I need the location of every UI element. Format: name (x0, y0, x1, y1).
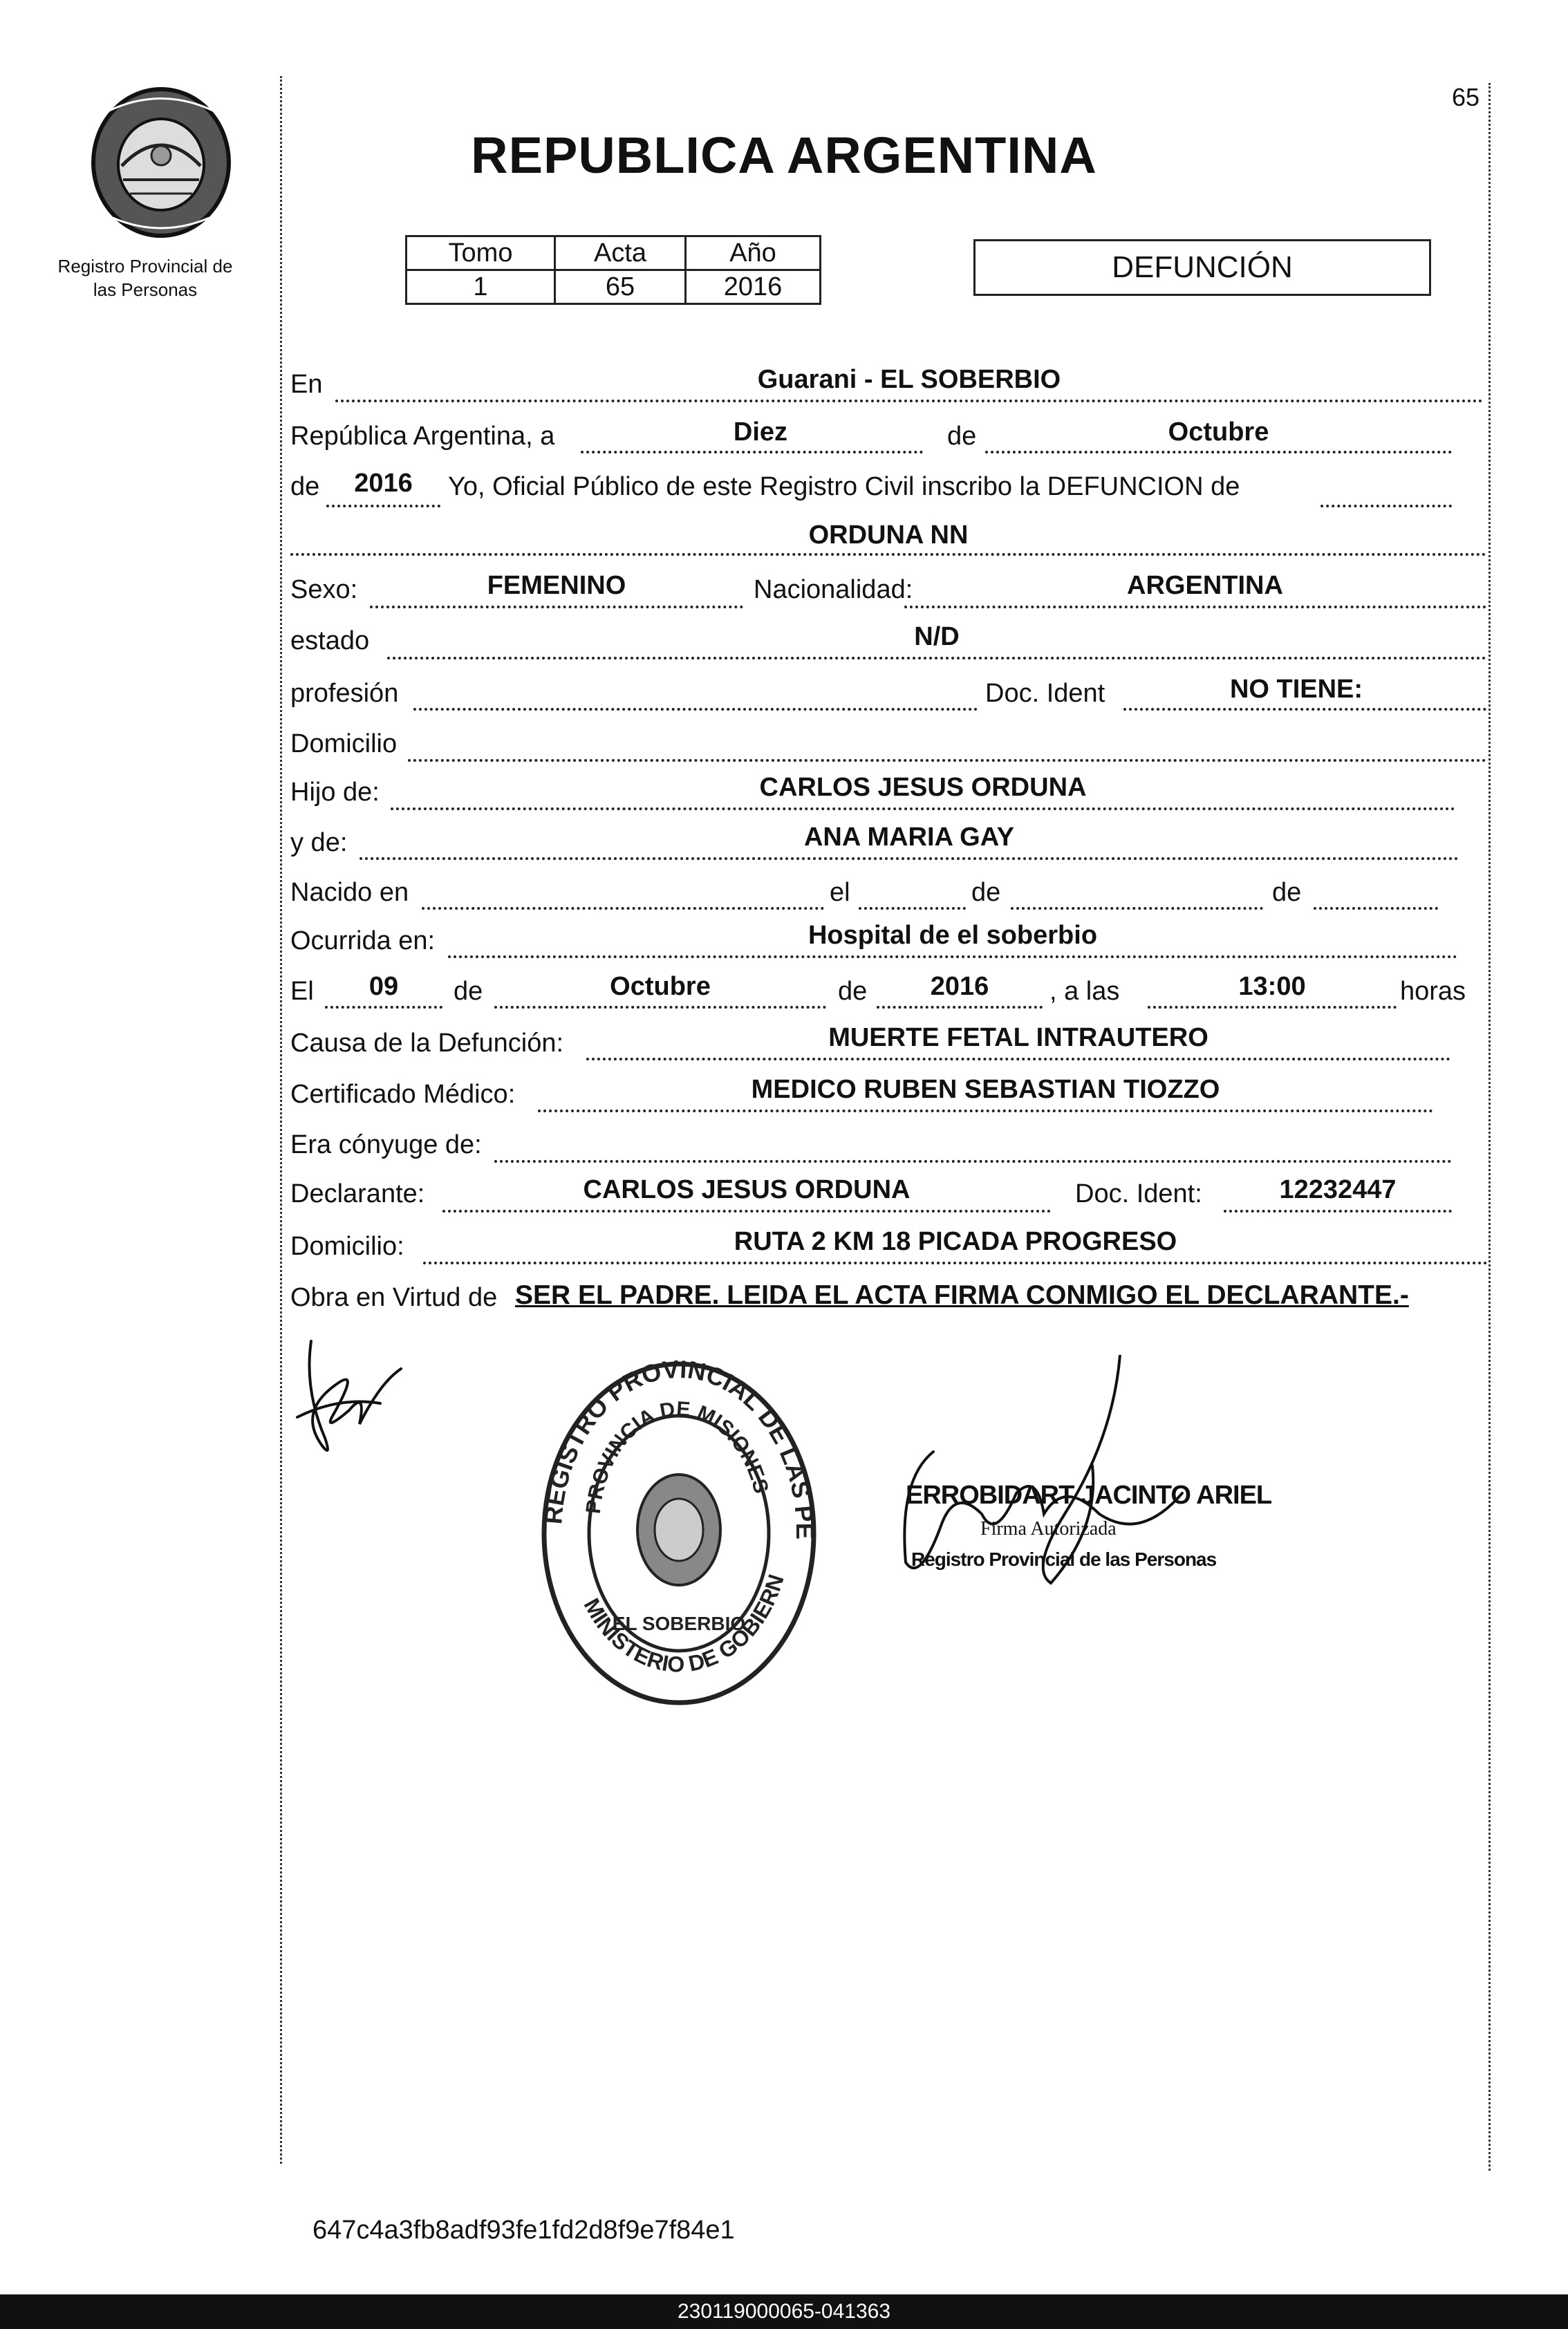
dotted-line (1224, 1210, 1452, 1213)
dotted-line (1320, 505, 1452, 507)
alas-label: , a las (1049, 977, 1120, 1006)
record-table-header: Acta (555, 236, 686, 270)
ocurrida-value: Hospital de el soberbio (808, 921, 1098, 950)
day-text-value: Diez (733, 418, 788, 447)
nacionalidad-label: Nacionalidad: (754, 575, 913, 604)
year-value: 2016 (354, 469, 413, 498)
estado-value: N/D (914, 622, 960, 651)
el-label: el (830, 878, 850, 907)
dotted-line (422, 907, 824, 910)
declarante-value: CARLOS JESUS ORDUNA (583, 1175, 911, 1204)
nacionalidad-value: ARGENTINA (1127, 571, 1283, 600)
yde-label: y de: (290, 828, 348, 857)
dotted-line (387, 657, 1486, 660)
month-text-value: Octubre (1168, 418, 1269, 447)
domicilio-value: RUTA 2 KM 18 PICADA PROGRESO (734, 1227, 1177, 1256)
stamp-place-text: EL SOBERBIO (612, 1613, 746, 1634)
dotted-line (290, 553, 1486, 556)
page-title: REPUBLICA ARGENTINA (471, 127, 1097, 184)
dotted-line (448, 955, 1457, 958)
en-label: En (290, 370, 323, 399)
registry-stamp (534, 1354, 824, 1713)
de-label: de (1272, 878, 1302, 907)
sexo-label: Sexo: (290, 575, 358, 604)
dotted-line (360, 857, 1459, 860)
dotted-line (391, 807, 1455, 810)
left-margin-line (280, 76, 282, 2164)
domicilio-label: Domicilio: (290, 1232, 404, 1261)
doc-ident-value: 12232447 (1279, 1175, 1397, 1204)
death-day-value: 09 (368, 972, 399, 1001)
conyuge-label: Era cónyuge de: (290, 1130, 482, 1159)
page-number: 65 (1452, 83, 1480, 111)
hijo-label: Hijo de: (290, 778, 380, 807)
barcode-strip (0, 2294, 1568, 2329)
republica-label: República Argentina, a (290, 422, 555, 451)
dotted-line (1011, 907, 1263, 910)
dotted-line (494, 1006, 826, 1009)
declarant-signature (283, 1327, 422, 1466)
ocurrida-label: Ocurrida en: (290, 926, 436, 955)
deceased-name-value: ORDUNA NN (808, 521, 969, 550)
estado-label: estado (290, 626, 370, 655)
stamp-outer-text: REGISTRO PROVINCIAL DE LAS PE (539, 1354, 820, 1540)
dotted-line (859, 907, 966, 910)
nacido-label: Nacido en (290, 878, 409, 907)
dotted-line (423, 1262, 1488, 1264)
stamp-bottom-text: MINISTERIO DE GOBIERN (579, 1571, 789, 1677)
death-time-value: 13:00 (1238, 972, 1306, 1001)
death-month-value: Octubre (610, 972, 711, 1001)
record-table-header: Tomo (407, 236, 555, 270)
certificado-value: MEDICO RUBEN SEBASTIAN TIOZZO (751, 1075, 1220, 1104)
death-year-value: 2016 (930, 972, 989, 1001)
record-table-header-row (407, 236, 821, 270)
record-table-cell: 65 (555, 270, 686, 304)
record-table-cell: 2016 (686, 270, 821, 304)
mother-value: ANA MARIA GAY (803, 823, 1015, 852)
dotted-line (1123, 708, 1486, 711)
dotted-line (1314, 907, 1438, 910)
official-role: Firma Autorizada (980, 1518, 1117, 1540)
dotted-line (494, 1160, 1452, 1163)
causa-value: MUERTE FETAL INTRAUTERO (828, 1023, 1208, 1052)
dotted-line (904, 606, 1486, 608)
registry-name-line1: Registro Provincial de (57, 256, 233, 277)
father-value: CARLOS JESUS ORDUNA (759, 773, 1087, 802)
record-table-value-row (407, 270, 821, 304)
dotted-line (985, 451, 1452, 453)
certificado-label: Certificado Médico: (290, 1080, 516, 1109)
de-label: de (838, 977, 868, 1006)
registry-name (48, 254, 242, 301)
dotted-line (413, 708, 978, 711)
de-label: de (971, 878, 1001, 907)
registry-name-line2: las Personas (93, 279, 198, 300)
domicilio-label: Domicilio (290, 729, 398, 758)
official-office: Registro Provincial de las Personas (911, 1549, 1217, 1570)
dotted-line (326, 505, 440, 507)
doc-ident-value: NO TIENE: (1229, 675, 1363, 704)
right-margin-line (1488, 83, 1491, 2171)
horas-label: horas (1400, 977, 1466, 1006)
record-table-cell: 1 (407, 270, 555, 304)
dotted-line (877, 1006, 1043, 1009)
dotted-line (370, 606, 743, 608)
dotted-line (586, 1058, 1450, 1060)
dotted-line (408, 759, 1486, 762)
obra-value: SER EL PADRE. LEIDA EL ACTA FIRMA CONMIGO EL DECLARANTE.- (515, 1280, 1409, 1310)
record-type-box: DEFUNCIÓN (973, 239, 1431, 296)
profesion-label: profesión (290, 679, 399, 708)
dotted-line (335, 400, 1483, 402)
el-label: El (290, 977, 314, 1006)
stamp-inner-text: PROVINCIA DE MISIONES (581, 1397, 773, 1515)
de-label: de (947, 422, 977, 451)
causa-label: Causa de la Defunción: (290, 1029, 564, 1058)
record-table (405, 235, 821, 305)
doc-ident-label: Doc. Ident: (1075, 1179, 1202, 1208)
de-label: de (454, 977, 483, 1006)
sexo-value: FEMENINO (487, 571, 626, 600)
dotted-line (538, 1110, 1433, 1112)
official-name: ERROBIDART JACINTO ARIEL (906, 1481, 1272, 1510)
dotted-line (1148, 1006, 1397, 1009)
barcode-text: 230119000065-041363 (677, 2300, 891, 2323)
record-table-header: Año (686, 236, 821, 270)
dotted-line (442, 1210, 1051, 1213)
obra-label: Obra en Virtud de (290, 1283, 498, 1312)
dotted-line (325, 1006, 442, 1009)
doc-ident-label: Doc. Ident (985, 679, 1105, 708)
declarante-label: Declarante: (290, 1179, 425, 1208)
de-label: de (290, 472, 320, 501)
document-hash: 647c4a3fb8adf93fe1fd2d8f9e7f84e1 (312, 2216, 735, 2245)
dotted-line (581, 451, 923, 453)
oficial-text: Yo, Oficial Público de este Registro Civil inscribo la DEFUNCION de (448, 472, 1240, 501)
place-value: Guarani - EL SOBERBIO (757, 365, 1061, 394)
